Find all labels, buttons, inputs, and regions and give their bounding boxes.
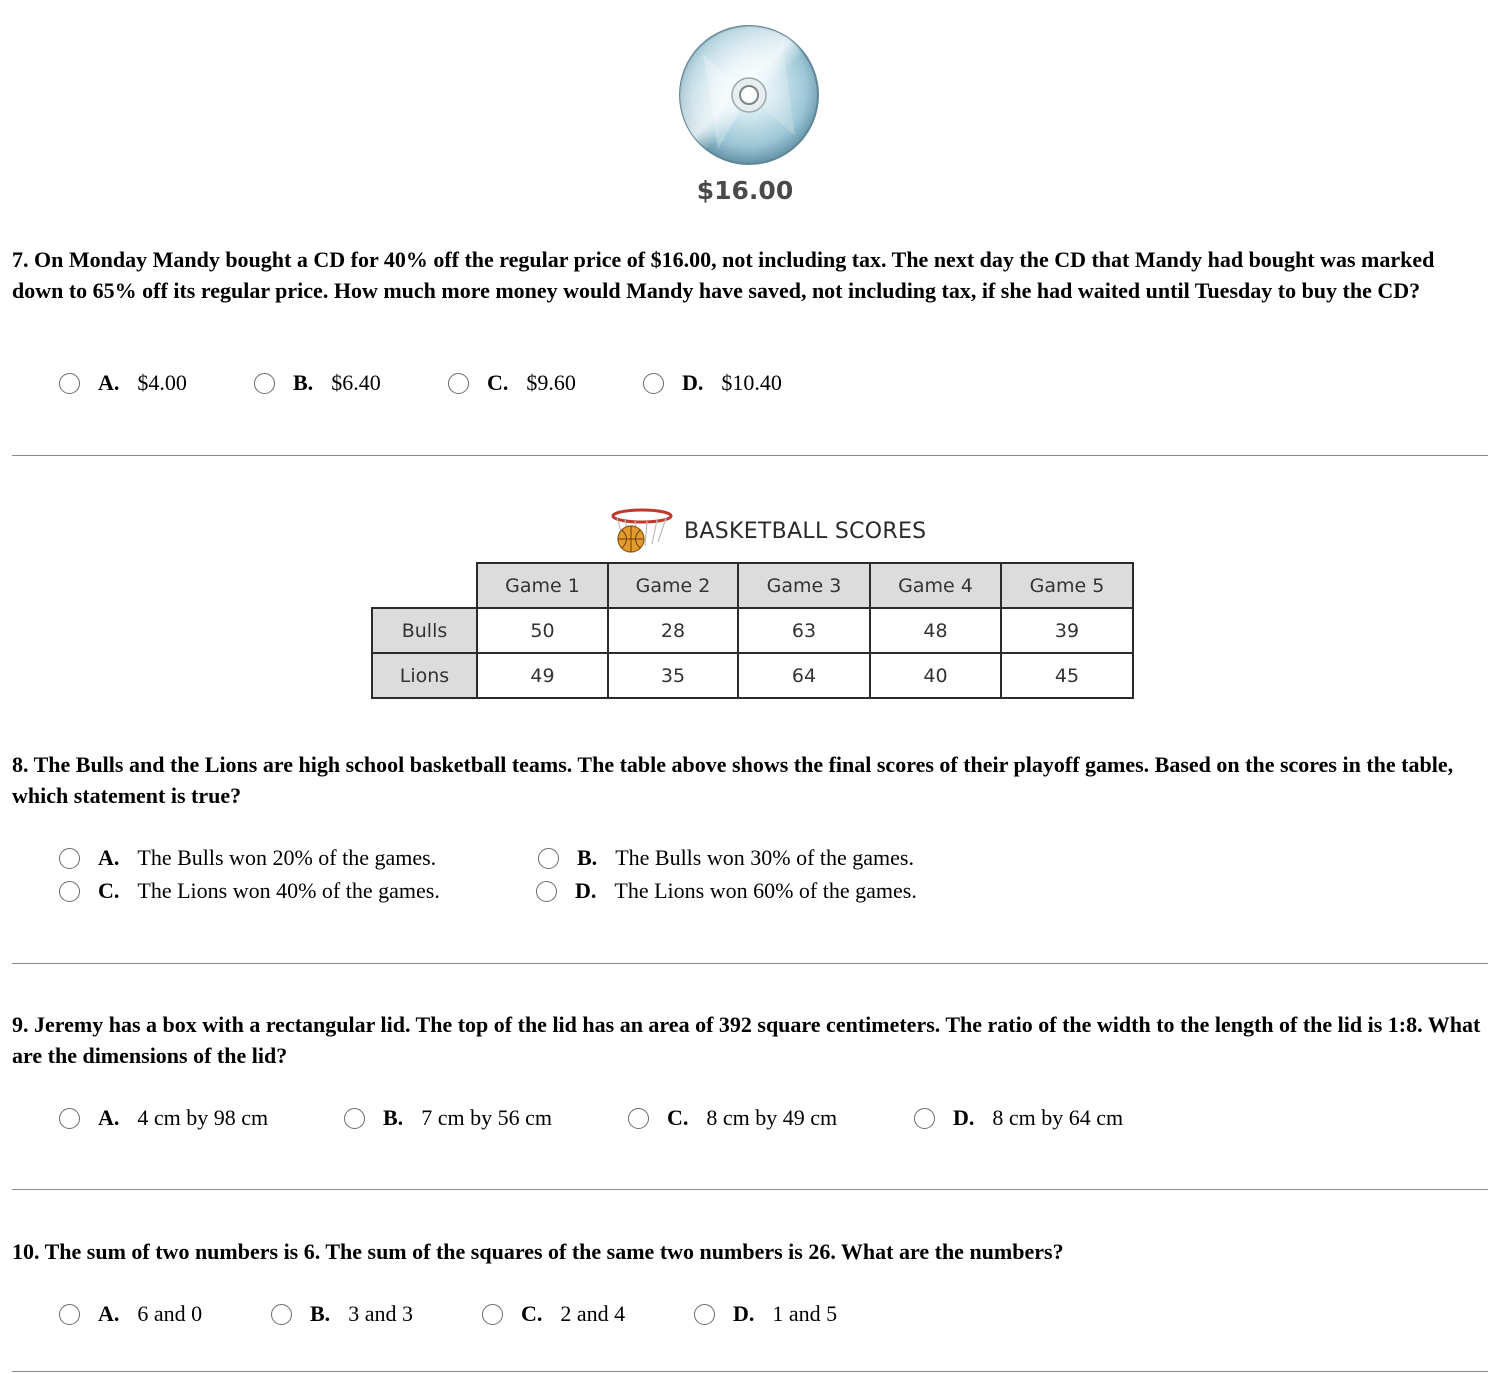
radio-button[interactable] (254, 373, 275, 394)
radio-button[interactable] (344, 1108, 365, 1129)
option-text: 8 cm by 64 cm (992, 1105, 1124, 1130)
table-title: BASKETBALL SCORES (684, 519, 927, 544)
radio-button[interactable] (643, 373, 664, 394)
radio-button[interactable] (59, 848, 80, 869)
option-text: 3 and 3 (348, 1301, 413, 1326)
q9-option-c[interactable] (628, 1105, 837, 1131)
option-text: The Bulls won 30% of the games. (615, 845, 914, 870)
option-text: 2 and 4 (560, 1301, 626, 1326)
option-letter: D. (953, 1105, 975, 1130)
option-text: 7 cm by 56 cm (421, 1105, 552, 1130)
table-cell: 48 (870, 608, 1001, 653)
option-letter: C. (98, 878, 120, 903)
q10-option-a[interactable] (59, 1301, 202, 1327)
table-cell: 49 (477, 653, 608, 698)
divider (12, 963, 1488, 964)
table-row (372, 608, 1133, 653)
row-header: Lions (372, 653, 477, 698)
column-header: Game 2 (608, 563, 738, 608)
table-row (372, 653, 1133, 698)
question-10-text: 10. The sum of two numbers is 6. The sum of the squares of the same two numbers is 26. What are the numbers? (12, 1239, 1064, 1264)
radio-button[interactable] (59, 881, 80, 902)
q9-option-d[interactable] (914, 1105, 1123, 1131)
column-header: Game 1 (477, 563, 608, 608)
option-text: The Bulls won 20% of the games. (137, 845, 437, 870)
q9-option-a[interactable] (59, 1105, 268, 1131)
option-text: $4.00 (137, 370, 187, 395)
option-text: 6 and 0 (137, 1301, 203, 1326)
radio-button[interactable] (59, 1304, 80, 1325)
q10-option-b[interactable] (271, 1301, 413, 1327)
cd-price-label: $16.00 (696, 176, 794, 205)
option-text: 8 cm by 49 cm (706, 1105, 838, 1130)
option-text: $10.40 (721, 370, 782, 395)
option-letter: A. (98, 845, 120, 870)
q10-option-d[interactable] (694, 1301, 837, 1327)
table-cell: 35 (608, 653, 738, 698)
q9-option-b[interactable] (344, 1105, 552, 1131)
table-cell: 39 (1001, 608, 1133, 653)
table-cell: 28 (608, 608, 738, 653)
cd-image (678, 24, 820, 166)
column-header: Game 4 (870, 563, 1001, 608)
option-letter: D. (682, 370, 704, 395)
radio-button[interactable] (59, 373, 80, 394)
option-letter: C. (521, 1301, 543, 1326)
q7-option-a[interactable] (59, 370, 187, 396)
question-9-text: 9. Jeremy has a box with a rectangular lid. The top of the lid has an area of 392 square centimeters. The ratio of the width to the length of the lid is 1:8. What are the dimensions of the lid? (12, 1012, 1481, 1068)
option-text: The Lions won 60% of the games. (614, 878, 917, 903)
divider (12, 455, 1488, 456)
q10-option-c[interactable] (482, 1301, 625, 1327)
option-letter: C. (487, 370, 509, 395)
column-header: Game 3 (738, 563, 870, 608)
q8-option-b[interactable] (538, 845, 914, 871)
option-text: 1 and 5 (772, 1301, 838, 1326)
divider (12, 1189, 1488, 1190)
column-header: Game 5 (1001, 563, 1133, 608)
option-letter: B. (293, 370, 314, 395)
basketball-hoop-icon (611, 506, 673, 556)
q8-option-d[interactable] (536, 878, 917, 904)
option-letter: A. (98, 370, 120, 395)
option-letter: C. (667, 1105, 689, 1130)
radio-button[interactable] (59, 1108, 80, 1129)
option-text: $9.60 (526, 370, 576, 395)
table-cell: 63 (738, 608, 870, 653)
radio-button[interactable] (914, 1108, 935, 1129)
table-cell: 64 (738, 653, 870, 698)
question-7-text: 7. On Monday Mandy bought a CD for 40% off the regular price of $16.00, not including tax. The next day the CD that Mandy had bought was marked down to 65% off its regular price. How much more money would Mandy have saved, not including tax, if she had waited until Tuesday to buy the CD? (12, 247, 1435, 303)
table-cell: 40 (870, 653, 1001, 698)
option-text: $6.40 (331, 370, 381, 395)
divider (12, 1371, 1488, 1372)
table-cell: 50 (477, 608, 608, 653)
option-text: 4 cm by 98 cm (137, 1105, 269, 1130)
radio-button[interactable] (482, 1304, 503, 1325)
option-letter: B. (383, 1105, 404, 1130)
radio-button[interactable] (628, 1108, 649, 1129)
radio-button[interactable] (536, 881, 557, 902)
option-letter: D. (575, 878, 597, 903)
table-header-row (372, 563, 1133, 608)
basketball-scores-table (371, 562, 1134, 699)
option-letter: A. (98, 1105, 120, 1130)
option-letter: A. (98, 1301, 120, 1326)
radio-button[interactable] (538, 848, 559, 869)
q7-option-c[interactable] (448, 370, 576, 396)
q8-option-c[interactable] (59, 878, 440, 904)
cd-disc-icon (678, 24, 820, 166)
q7-option-b[interactable] (254, 370, 381, 396)
q7-option-d[interactable] (643, 370, 782, 396)
option-letter: D. (733, 1301, 755, 1326)
radio-button[interactable] (694, 1304, 715, 1325)
radio-button[interactable] (271, 1304, 292, 1325)
row-header: Bulls (372, 608, 477, 653)
option-letter: B. (310, 1301, 331, 1326)
option-text: The Lions won 40% of the games. (137, 878, 440, 903)
question-8-text: 8. The Bulls and the Lions are high school basketball teams. The table above shows the final scores of their playoff games. Based on the scores in the table, which statement is true? (12, 752, 1454, 808)
radio-button[interactable] (448, 373, 469, 394)
option-letter: B. (577, 845, 598, 870)
table-cell: 45 (1001, 653, 1133, 698)
q8-option-a[interactable] (59, 845, 436, 871)
